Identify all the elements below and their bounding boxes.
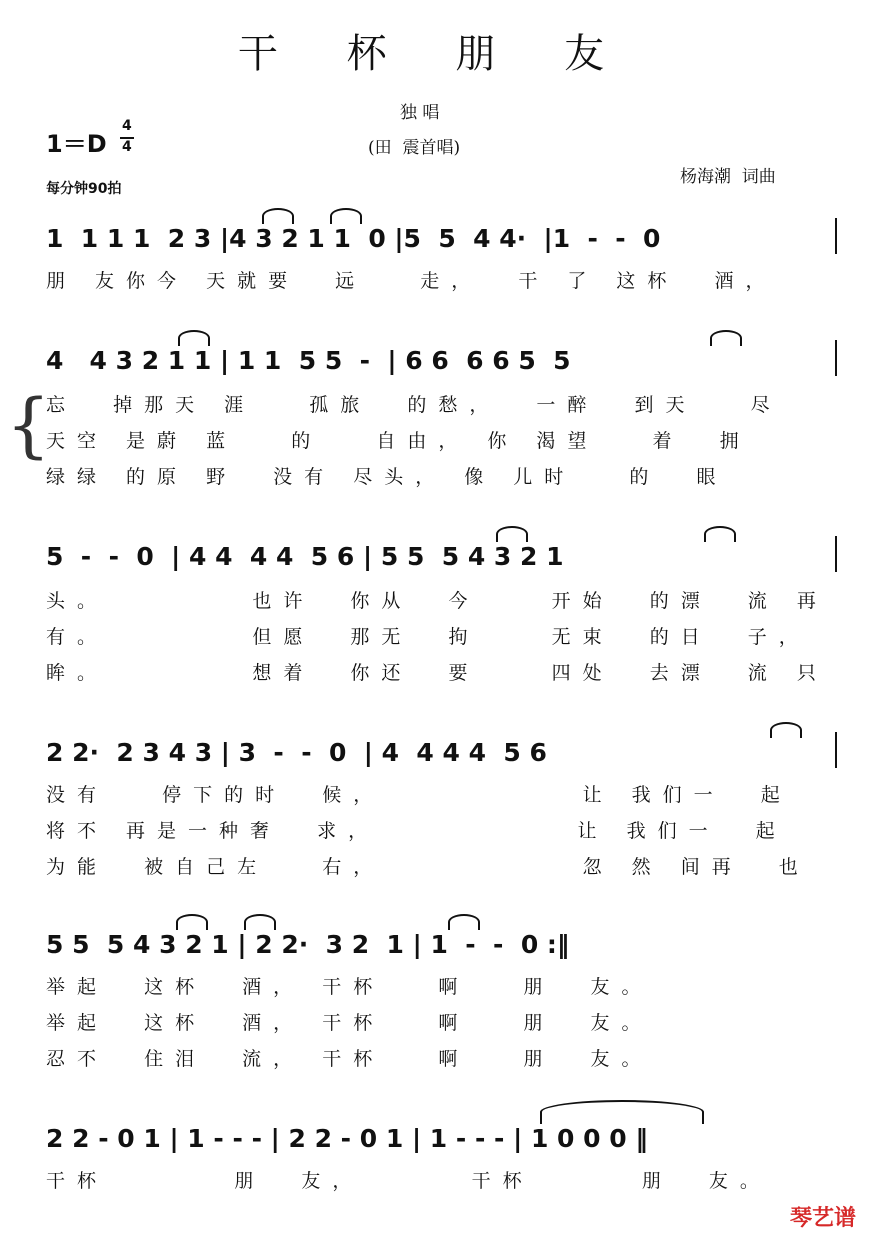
barline [835, 218, 837, 254]
lyric-line-2-verse-1: 忘 掉那天 涯 孤旅 的愁， 一醉 到天 尽 [46, 394, 782, 416]
slur [176, 914, 208, 930]
notation-line-3: 5 - - 0 | 4 4 4 4 5 6 | 5 5 5 4 3 2 1 [46, 542, 564, 571]
song-title: 干 杯 朋 友 [237, 31, 633, 77]
slur [244, 914, 276, 930]
notation-line-1: 1 1 1 1 2 3 |4 3 2 1 1 0 |5 5 4 4· |1 - - 0 [46, 224, 661, 253]
barline [835, 536, 837, 572]
lyric-line-4-verse-2: 将不 再是一种奢 求， 让 我们一 起 [46, 820, 787, 842]
original-singer: (田 震首唱) [368, 138, 461, 158]
barline [835, 340, 837, 376]
composer-credit: 杨海潮 词曲 [680, 167, 776, 187]
slur [178, 330, 210, 346]
lyric-line-6-verse-1: 干杯 朋 友， 干杯 朋 友。 [46, 1170, 771, 1192]
lyric-line-2-verse-3: 绿绿 的原 野 没有 尽头， 像 儿时 的 眼 [46, 466, 728, 488]
lyric-line-5-verse-1: 举起 这杯 酒， 干杯 啊 朋 友。 [46, 976, 653, 998]
lyric-line-5-verse-2: 举起 这杯 酒， 干杯 啊 朋 友。 [46, 1012, 653, 1034]
notation-line-5: 5 5 5 4 3 2 1 | 2 2· 3 2 1 | 1 - - 0 :‖ [46, 930, 570, 959]
slur [710, 330, 742, 346]
lyric-line-3-verse-1: 头。 也许 你从 今 开始 的漂 流 再 [46, 590, 828, 612]
slur [262, 208, 294, 224]
lyric-line-3-verse-3: 眸。 想着 你还 要 四处 去漂 流 只 [46, 662, 828, 684]
lyric-line-4-verse-3: 为能 被自己左 右， 忽 然 间再 也 [46, 856, 810, 878]
slur [496, 526, 528, 542]
tempo-marking: 每分钟90拍 [46, 181, 122, 197]
tie [540, 1100, 704, 1124]
performance-type: 独 唱 [400, 103, 440, 123]
lyric-line-2-verse-2: 天空 是蔚 蓝 的 自由， 你 渴望 着 拥 [46, 430, 751, 452]
barline [835, 732, 837, 768]
lyric-line-3-verse-2: 有。 但愿 那无 拘 无束 的日 子， [46, 626, 810, 648]
slur [704, 526, 736, 542]
time-signature-bottom: 4 [122, 139, 132, 155]
verse-brace: { [6, 384, 51, 466]
notation-line-4: 2 2· 2 3 4 3 | 3 - - 0 | 4 4 4 4 5 6 [46, 738, 547, 767]
notation-line-2: 4 4 3 2 1 1 | 1 1 5 5 - | 6 6 6 6 5 5 [46, 346, 571, 375]
key-signature: 1＝D [46, 130, 107, 158]
slur [770, 722, 802, 738]
lyric-line-4-verse-1: 没有 停下的时 候， 让 我们一 起 [46, 784, 792, 806]
slur [330, 208, 362, 224]
notation-line-6: 2 2 - 0 1 | 1 - - - | 2 2 - 0 1 | 1 - - - | 1 0 0 0 ‖ [46, 1124, 648, 1153]
lyric-line-1-verse-1: 朋 友你今 天就要 远 走， 干 了 这杯 酒， [46, 270, 777, 292]
watermark-logo: 琴艺谱 [789, 1206, 856, 1231]
lyric-line-5-verse-3: 忍不 住泪 流， 干杯 啊 朋 友。 [46, 1048, 653, 1070]
slur [448, 914, 480, 930]
time-signature-top: 4 [122, 118, 132, 134]
